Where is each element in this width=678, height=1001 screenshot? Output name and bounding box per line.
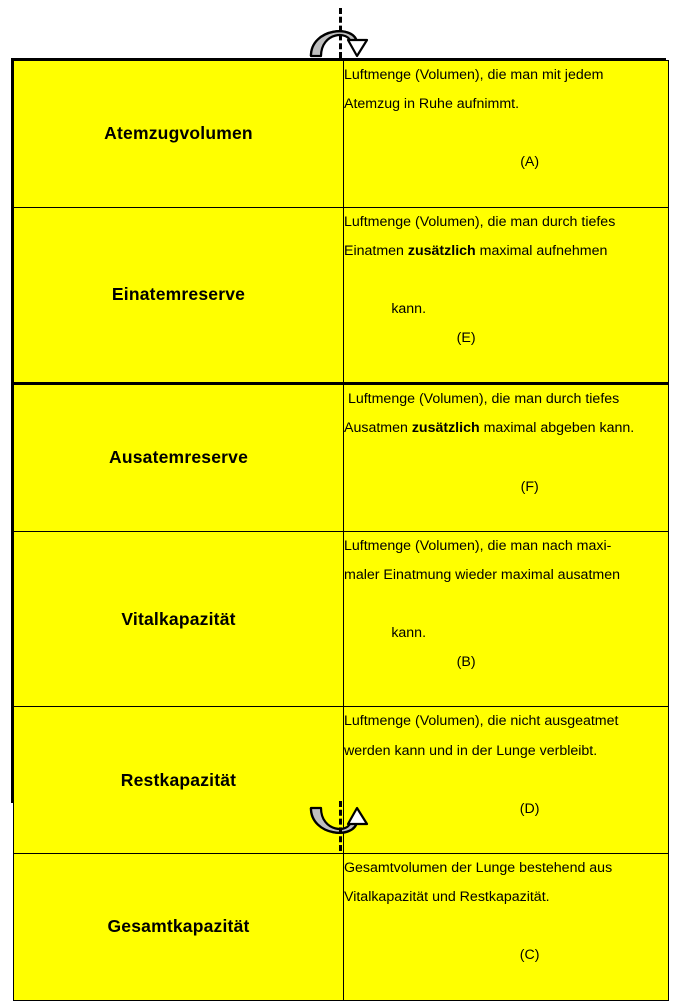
rotation-axis-bottom	[339, 801, 342, 851]
answer-letter: (E)	[456, 329, 476, 346]
definition-line: maler Einatmung wieder maximal ausatmen	[344, 566, 620, 583]
table-row	[14, 853, 669, 1000]
term-gesamtkapazitaet: Gesamtkapazität	[14, 853, 344, 1000]
emphasis-word: zusätzlich	[411, 420, 480, 437]
definition-letter-line	[344, 912, 668, 999]
table-row	[14, 61, 669, 208]
term-atemzugvolumen: Atemzugvolumen	[14, 61, 344, 208]
definition-restkapazitaet	[344, 707, 669, 854]
definition-letter-line	[344, 119, 668, 206]
definition-line-tail: kann.	[391, 300, 427, 317]
lung-volume-table	[11, 58, 666, 964]
definition-line: Luftmenge (Volumen), die man nach maxi-	[344, 537, 612, 554]
definition-line: Luftmenge (Volumen), die man durch tiefes	[344, 391, 620, 408]
definition-line-tail: kann.	[391, 625, 427, 642]
answer-letter: (D)	[519, 800, 540, 817]
table-row	[14, 531, 669, 707]
definition-line: Gesamtvolumen der Lunge bestehend aus	[344, 859, 613, 876]
definition-line: Atemzug in Ruhe aufnimmt.	[344, 96, 520, 113]
term-vitalkapazitaet: Vitalkapazität	[14, 531, 344, 707]
definition-gesamtkapazitaet	[344, 853, 669, 1000]
term-einatemreserve: Einatemreserve	[14, 207, 344, 384]
table-row	[14, 384, 669, 532]
definition-line: werden kann und in der Lunge verbleibt.	[344, 742, 598, 759]
definition-letter-line	[344, 590, 668, 706]
definition-line: Luftmenge (Volumen), die man durch tiefes	[344, 213, 616, 230]
volume-definitions-table	[13, 60, 669, 1001]
definition-letter-line	[344, 443, 668, 530]
definition-line: Vitalkapazität und Restkapazität.	[344, 889, 550, 906]
answer-letter: (C)	[519, 947, 540, 964]
answer-letter: (A)	[520, 154, 540, 171]
definition-line: Luftmenge (Volumen), die nicht ausgeatmet	[344, 713, 619, 730]
table-row	[14, 207, 669, 384]
term-ausatemreserve: Ausatemreserve	[14, 384, 344, 532]
definition-line: Luftmenge (Volumen), die man mit jedem	[344, 67, 604, 83]
rotation-axis-top	[339, 8, 342, 58]
definition-letter-line	[344, 766, 668, 853]
definition-letter-line	[344, 266, 668, 382]
definition-line-emphasized: Ausatmen zusätzlich maximal abgeben kann.	[344, 420, 635, 437]
definition-einatemreserve	[344, 207, 669, 384]
definition-line-emphasized: Einatmen zusätzlich maximal aufnehmen	[344, 242, 608, 259]
answer-letter: (B)	[456, 654, 476, 671]
emphasis-word: zusätzlich	[407, 242, 476, 259]
definition-ausatemreserve	[344, 384, 669, 532]
term-restkapazitaet: Restkapazität	[14, 707, 344, 854]
definition-vitalkapazitaet	[344, 531, 669, 707]
answer-letter: (F)	[520, 478, 539, 495]
definition-atemzugvolumen	[344, 61, 669, 208]
